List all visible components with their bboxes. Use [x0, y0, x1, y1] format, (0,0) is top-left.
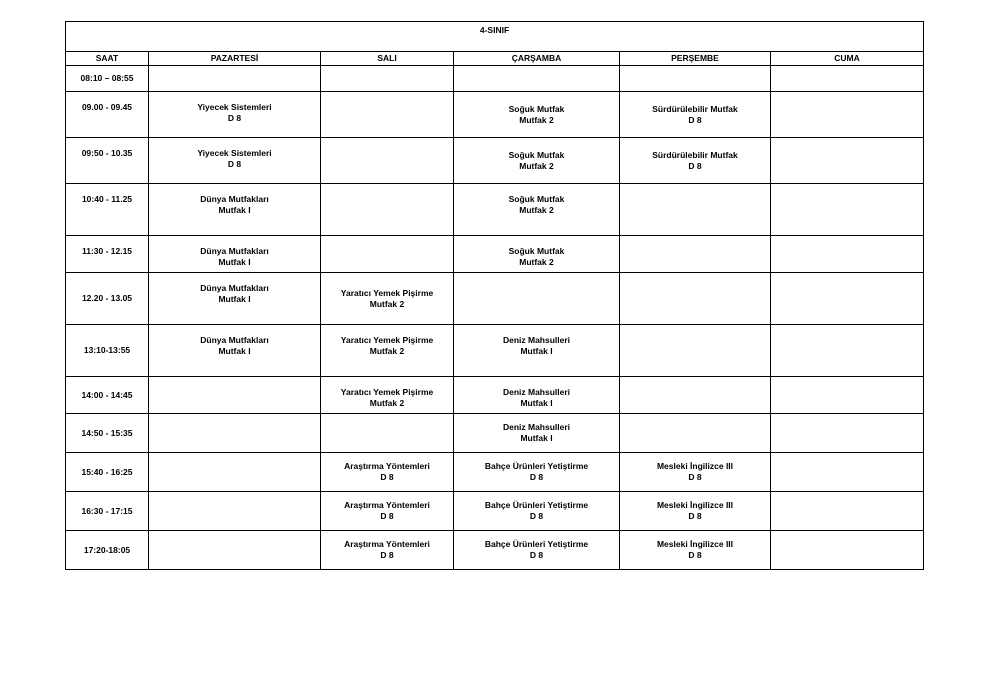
- cell-cuma: [771, 273, 924, 325]
- cell-pazartesi: [149, 492, 321, 531]
- course-name: Yiyecek Sistemleri: [197, 148, 272, 158]
- table-row: [66, 138, 924, 184]
- table-row: [66, 453, 924, 492]
- cell-persembe: [620, 453, 771, 492]
- course-name: Soğuk Mutfak: [508, 194, 565, 204]
- header-cuma: CUMA: [771, 52, 924, 66]
- cell-carsamba: [454, 66, 620, 92]
- course-name: Deniz Mahsulleri: [502, 387, 571, 397]
- cell-pazartesi: [149, 453, 321, 492]
- course-name: Sürdürülebilir Mutfak: [652, 149, 738, 160]
- course-name: Deniz Mahsulleri: [502, 422, 571, 432]
- cell-cuma: [771, 531, 924, 570]
- course-room: Mutfak 2: [369, 298, 405, 309]
- time-cell: 17:20-18:05: [66, 531, 149, 570]
- cell-pazartesi: [149, 377, 321, 414]
- cell-sali: [321, 531, 454, 570]
- header-sali: SALI: [321, 52, 454, 66]
- time-cell: 09.00 - 09.45: [66, 92, 149, 138]
- cell-pazartesi: [149, 414, 321, 453]
- course-room: Mutfak I: [520, 346, 553, 356]
- cell-persembe: [620, 492, 771, 531]
- course-room: Mutfak I: [218, 205, 251, 215]
- time-cell: 15:40 - 16:25: [66, 453, 149, 492]
- table-row: [66, 92, 924, 138]
- header-row: [66, 52, 924, 66]
- cell-sali: [321, 66, 454, 92]
- course-room: D 8: [227, 159, 242, 169]
- cell-carsamba: [454, 377, 620, 414]
- course-name: Araştırma Yöntemleri: [344, 461, 430, 471]
- cell-persembe: [620, 377, 771, 414]
- cell-cuma: [771, 236, 924, 273]
- schedule-title: 4-SINIF: [66, 22, 924, 52]
- time-cell: 14:00 - 14:45: [66, 377, 149, 414]
- time-cell: 09:50 - 10.35: [66, 138, 149, 184]
- course-room: D 8: [380, 472, 394, 482]
- cell-pazartesi: [149, 273, 321, 325]
- cell-persembe: [620, 236, 771, 273]
- cell-pazartesi: [149, 184, 321, 236]
- course-name: Dünya Mutfakları: [200, 283, 269, 293]
- cell-pazartesi: [149, 138, 321, 184]
- cell-carsamba: [454, 138, 620, 184]
- course-name: Araştırma Yöntemleri: [344, 539, 430, 549]
- cell-cuma: [771, 66, 924, 92]
- cell-carsamba: [454, 92, 620, 138]
- cell-sali: [321, 92, 454, 138]
- cell-carsamba: [454, 414, 620, 453]
- course-room: D 8: [688, 472, 702, 482]
- course-room: Mutfak I: [520, 398, 553, 408]
- cell-sali: [321, 184, 454, 236]
- time-cell: 10:40 - 11.25: [66, 184, 149, 236]
- cell-sali: [321, 325, 454, 377]
- course-name: Soğuk Mutfak: [508, 149, 565, 160]
- course-name: Bahçe Ürünleri Yetiştirme: [484, 461, 589, 471]
- cell-carsamba: [454, 453, 620, 492]
- cell-cuma: [771, 138, 924, 184]
- time-cell: 13:10-13:55: [66, 325, 149, 377]
- course-name: Bahçe Ürünleri Yetiştirme: [484, 539, 589, 549]
- course-name: Dünya Mutfakları: [200, 194, 269, 204]
- cell-carsamba: [454, 325, 620, 377]
- course-room: Mutfak I: [520, 433, 553, 443]
- course-room: D 8: [688, 550, 702, 560]
- cell-cuma: [771, 325, 924, 377]
- header-saat: SAAT: [66, 52, 149, 66]
- course-room: Mutfak 2: [519, 160, 554, 171]
- course-room: D 8: [688, 511, 702, 521]
- course-name: Dünya Mutfakları: [200, 246, 269, 256]
- course-room: D 8: [380, 550, 394, 560]
- cell-pazartesi: [149, 325, 321, 377]
- cell-sali: [321, 236, 454, 273]
- course-name: Soğuk Mutfak: [508, 246, 565, 256]
- course-name: Mesleki İngilizce III: [656, 461, 734, 471]
- course-name: Yaratıcı Yemek Pişirme: [340, 287, 434, 298]
- cell-persembe: [620, 273, 771, 325]
- cell-pazartesi: [149, 66, 321, 92]
- cell-sali: [321, 273, 454, 325]
- title-row: [66, 22, 924, 52]
- table-row: [66, 531, 924, 570]
- cell-cuma: [771, 492, 924, 531]
- course-room: D 8: [227, 113, 242, 123]
- cell-sali: [321, 138, 454, 184]
- header-carsamba: ÇARŞAMBA: [454, 52, 620, 66]
- cell-persembe: [620, 325, 771, 377]
- table-row: [66, 377, 924, 414]
- cell-carsamba: [454, 492, 620, 531]
- cell-persembe: [620, 138, 771, 184]
- cell-carsamba: [454, 531, 620, 570]
- header-pazartesi: PAZARTESİ: [149, 52, 321, 66]
- course-name: Yiyecek Sistemleri: [197, 102, 272, 112]
- cell-carsamba: [454, 184, 620, 236]
- cell-pazartesi: [149, 236, 321, 273]
- cell-cuma: [771, 92, 924, 138]
- cell-persembe: [620, 414, 771, 453]
- course-room: D 8: [529, 550, 544, 560]
- cell-persembe: [620, 92, 771, 138]
- course-name: Mesleki İngilizce III: [656, 539, 734, 549]
- cell-cuma: [771, 453, 924, 492]
- course-room: Mutfak I: [218, 257, 251, 267]
- table-row: [66, 492, 924, 531]
- cell-cuma: [771, 377, 924, 414]
- course-name: Yaratıcı Yemek Pişirme: [340, 387, 434, 397]
- schedule-body: [66, 22, 924, 570]
- cell-pazartesi: [149, 531, 321, 570]
- table-row: [66, 66, 924, 92]
- course-room: Mutfak I: [218, 346, 251, 356]
- header-persembe: PERŞEMBE: [620, 52, 771, 66]
- table-row: [66, 184, 924, 236]
- table-row: [66, 273, 924, 325]
- cell-sali: [321, 377, 454, 414]
- time-cell: 11:30 - 12.15: [66, 236, 149, 273]
- cell-cuma: [771, 184, 924, 236]
- course-room: D 8: [529, 472, 544, 482]
- cell-persembe: [620, 531, 771, 570]
- course-name: Dünya Mutfakları: [200, 335, 269, 345]
- table-row: [66, 236, 924, 273]
- course-room: Mutfak 2: [519, 114, 554, 125]
- course-room: D 8: [380, 511, 394, 521]
- schedule-table: [65, 21, 924, 570]
- course-name: Mesleki İngilizce III: [656, 500, 734, 510]
- cell-carsamba: [454, 273, 620, 325]
- time-cell: 14:50 - 15:35: [66, 414, 149, 453]
- course-room: Mutfak 2: [369, 398, 405, 408]
- course-name: Yaratıcı Yemek Pişirme: [340, 335, 434, 345]
- table-row: [66, 325, 924, 377]
- time-cell: 16:30 - 17:15: [66, 492, 149, 531]
- cell-carsamba: [454, 236, 620, 273]
- cell-persembe: [620, 184, 771, 236]
- course-name: Bahçe Ürünleri Yetiştirme: [484, 500, 589, 510]
- cell-sali: [321, 492, 454, 531]
- course-name: Soğuk Mutfak: [508, 103, 565, 114]
- cell-persembe: [620, 66, 771, 92]
- cell-sali: [321, 414, 454, 453]
- cell-pazartesi: [149, 92, 321, 138]
- time-cell: 08:10 – 08:55: [66, 66, 149, 92]
- course-room: D 8: [688, 114, 702, 125]
- course-name: Araştırma Yöntemleri: [344, 500, 430, 510]
- course-name: Deniz Mahsulleri: [502, 335, 571, 345]
- cell-cuma: [771, 414, 924, 453]
- cell-sali: [321, 453, 454, 492]
- course-room: Mutfak 2: [519, 257, 554, 267]
- course-name: Sürdürülebilir Mutfak: [652, 103, 738, 114]
- course-room: Mutfak I: [218, 294, 251, 304]
- table-row: [66, 414, 924, 453]
- time-cell: 12.20 - 13.05: [66, 273, 149, 325]
- course-room: Mutfak 2: [519, 205, 554, 215]
- course-room: D 8: [688, 160, 702, 171]
- course-room: D 8: [529, 511, 544, 521]
- course-room: Mutfak 2: [369, 346, 405, 356]
